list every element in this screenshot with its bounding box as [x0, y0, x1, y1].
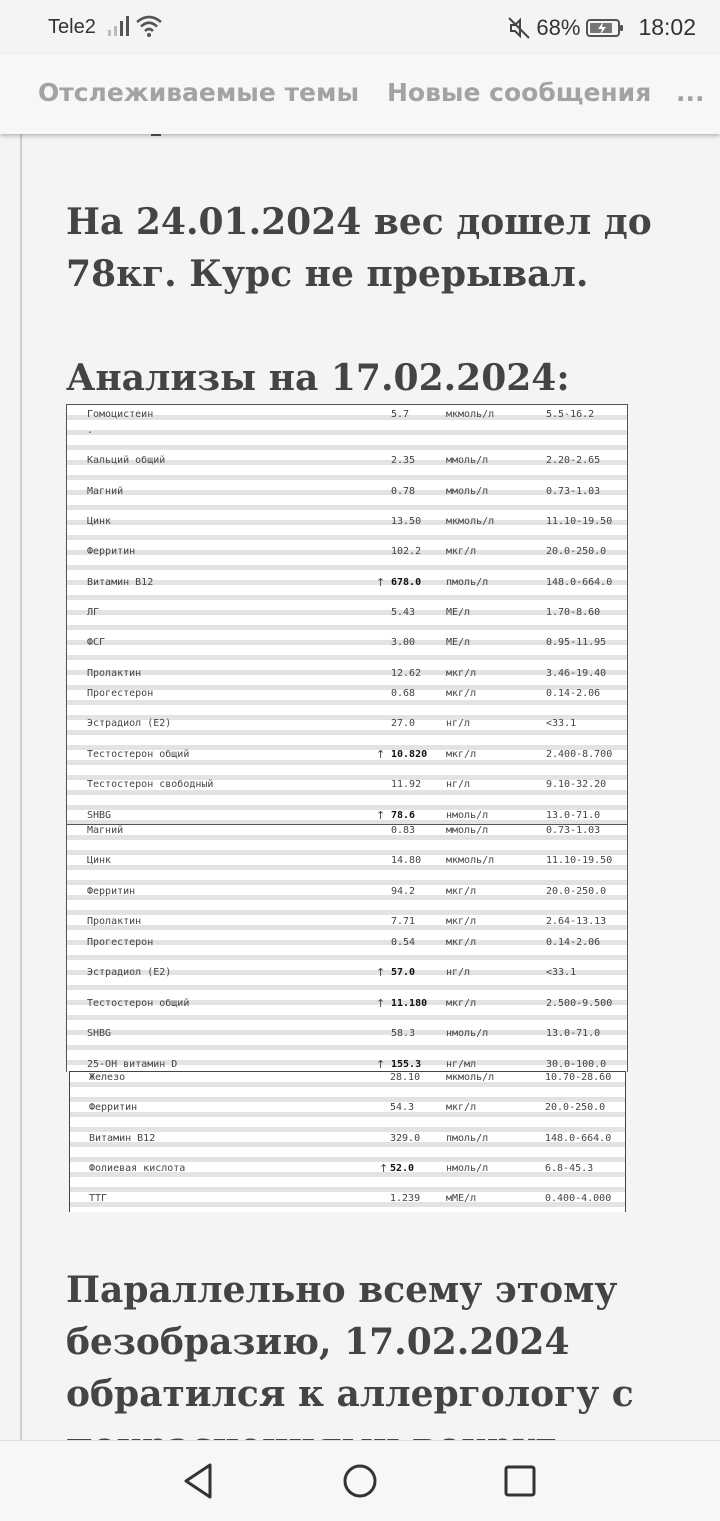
lab-reference-range: 0.95-11.95: [546, 637, 607, 648]
lab-results-image-1[interactable]: [66, 404, 628, 825]
lab-value: 3.00: [391, 637, 416, 648]
lab-row: [70, 1163, 625, 1175]
lab-unit: нмоль/л: [446, 1028, 489, 1039]
lab-unit: пмоль/л: [446, 1133, 489, 1144]
lab-test-name: Кальций общий: [87, 455, 166, 466]
lab-unit: мкмоль/л: [446, 516, 495, 527]
lab-value: 5.7: [391, 409, 410, 420]
lab-test-name: Гомоцистеин: [87, 409, 154, 420]
lab-test-name: ТТГ: [89, 1193, 108, 1204]
lab-row: [70, 1102, 625, 1114]
lab-value: 329.0: [390, 1133, 421, 1144]
lab-unit: мкг/л: [446, 688, 477, 699]
quote-rule: [20, 134, 22, 1440]
lab-reference-range: 0.73-1.03: [546, 486, 601, 497]
lab-results-image-2[interactable]: [66, 824, 628, 1072]
lab-value: 0.78: [391, 486, 416, 497]
lab-unit: нмоль/л: [446, 1163, 489, 1174]
lab-unit: мкмоль/л: [446, 409, 495, 420]
lab-reference-range: 13.0-71.0: [546, 1028, 601, 1039]
lab-row: [70, 1072, 625, 1084]
lab-test-name: Фолиевая кислота: [89, 1163, 186, 1174]
lab-value: 5.43: [391, 607, 416, 618]
lab-row: [67, 998, 627, 1010]
lab-unit: нг/л: [446, 967, 471, 978]
lab-test-name: Пролактин: [87, 916, 142, 927]
lab-row: [67, 1028, 627, 1040]
lab-test-name: Прогестерон: [87, 688, 154, 699]
lab-row: [67, 486, 627, 498]
lab-reference-range: 2.20-2.65: [546, 455, 601, 466]
lab-value: 52.0: [390, 1163, 415, 1174]
lab-value: 28.10: [390, 1072, 421, 1083]
lab-test-name: Тестостерон общий: [87, 998, 190, 1009]
lab-row: [67, 425, 627, 437]
lab-reference-range: 13.0-71.0: [546, 810, 601, 821]
lab-flag-arrow: ↑: [376, 748, 386, 761]
lab-value: 27.0: [391, 718, 416, 729]
lab-value: 155.3: [391, 1059, 422, 1070]
battery-percent: 68%: [536, 14, 581, 40]
lab-flag-arrow: ↑: [376, 966, 386, 979]
lab-flag-arrow: ↑: [379, 1162, 389, 1175]
nav-watched-threads[interactable]: Отслеживаемые темы: [38, 78, 360, 107]
lab-row: [67, 825, 627, 837]
lab-row: [67, 855, 627, 867]
lab-reference-range: 6.8-45.3: [545, 1163, 594, 1174]
lab-reference-range: 20.0-250.0: [545, 1102, 606, 1113]
post-content: [0, 134, 720, 1440]
lab-value: 0.54: [391, 937, 416, 948]
lab-reference-range: 3.46-19.40: [546, 668, 607, 679]
mute-icon: [508, 16, 530, 40]
lab-test-name: Цинк: [87, 855, 112, 866]
lab-row: [67, 668, 627, 680]
lab-unit: ммоль/л: [446, 455, 489, 466]
wifi-icon: [136, 14, 162, 38]
lab-reference-range: 20.0-250.0: [546, 546, 607, 557]
lab-test-name: Ферритин: [89, 1102, 138, 1113]
lab-test-name: ЛГ: [87, 607, 100, 618]
lab-reference-range: 11.10-19.50: [546, 516, 613, 527]
lab-unit: мкг/л: [446, 546, 477, 557]
forum-nav: [0, 54, 720, 134]
lab-results-image-3[interactable]: [69, 1071, 626, 1212]
lab-reference-range: 20.0-250.0: [546, 886, 607, 897]
lab-unit: мкмоль/л: [446, 1072, 495, 1083]
lab-reference-range: 10.70-28.60: [545, 1072, 612, 1083]
nav-new-posts[interactable]: Новые сообщения: [387, 78, 652, 107]
lab-flag-arrow: ↑: [376, 997, 386, 1010]
lab-row: [67, 546, 627, 558]
lab-value: 57.0: [391, 967, 416, 978]
lab-row: [67, 409, 627, 421]
lab-unit: пмоль/л: [446, 577, 489, 588]
lab-row: [70, 1133, 625, 1145]
lab-value: 0.68: [391, 688, 416, 699]
lab-value: 7.71: [391, 916, 416, 927]
lab-reference-range: 2.64-13.13: [546, 916, 607, 927]
lab-test-name: Ферритин: [87, 886, 136, 897]
lab-unit: мкг/л: [446, 916, 477, 927]
lab-test-name: 25-OH витамин D: [87, 1059, 178, 1070]
lab-flag-arrow: ↑: [376, 809, 386, 822]
lab-unit: МЕ/л: [446, 637, 471, 648]
lab-reference-range: 9.10-32.20: [546, 779, 607, 790]
lab-row: [67, 749, 627, 761]
status-bar: [0, 0, 720, 54]
lab-reference-range: 30.0-100.0: [546, 1059, 607, 1070]
lab-test-name: Магний: [87, 486, 124, 497]
lab-value: 12.62: [391, 668, 422, 679]
lab-value: 2.35: [391, 455, 416, 466]
lab-unit: нмоль/л: [446, 810, 489, 821]
lab-test-name: ФСГ: [87, 637, 106, 648]
lab-row: [67, 688, 627, 700]
lab-reference-range: 5.5-16.2: [546, 409, 595, 420]
lab-unit: мкг/л: [446, 668, 477, 679]
lab-reference-range: 0.73-1.03: [546, 825, 601, 836]
lab-row: [67, 1059, 627, 1071]
lab-row: [67, 516, 627, 528]
lab-value: 13.50: [391, 516, 422, 527]
nav-more-button[interactable]: ...: [676, 78, 705, 107]
lab-reference-range: 148.0-664.0: [545, 1133, 612, 1144]
lab-unit: МЕ/л: [446, 607, 471, 618]
lab-reference-range: 0.14-2.06: [546, 937, 601, 948]
system-nav-bar: [0, 1440, 720, 1521]
lab-test-name: Витамин B12: [87, 577, 154, 588]
lab-test-name: Витамин B12: [89, 1133, 156, 1144]
lab-row: [70, 1193, 625, 1205]
lab-value: 14.80: [391, 855, 422, 866]
lab-unit: мкг/л: [446, 1102, 477, 1113]
clock: 18:02: [638, 14, 696, 40]
lab-test-name: Тестостерон общий: [87, 749, 190, 760]
lab-row: [67, 810, 627, 822]
lab-reference-range: 0.14-2.06: [546, 688, 601, 699]
lab-test-name: Эстрадиол (E2): [87, 718, 172, 729]
underscore-mark: [151, 134, 161, 136]
lab-test-name: Магний: [87, 825, 124, 836]
lab-reference-range: 1.70-8.60: [546, 607, 601, 618]
lab-test-name: Прогестерон: [87, 937, 154, 948]
lab-reference-range: 0.400-4.000: [545, 1193, 612, 1204]
lab-reference-range: 2.500-9.500: [546, 998, 613, 1009]
lab-test-name: Цинк: [87, 516, 112, 527]
lab-unit: мМЕ/л: [446, 1193, 477, 1204]
lab-test-name: .: [87, 425, 94, 436]
lab-row: [67, 455, 627, 467]
lab-value: 1.239: [390, 1193, 421, 1204]
lab-unit: нг/мл: [446, 1059, 477, 1070]
lab-row: [67, 937, 627, 949]
back-icon[interactable]: [178, 1459, 222, 1503]
lab-reference-range: <33.1: [546, 718, 577, 729]
lab-row: [67, 718, 627, 730]
lab-row: [67, 967, 627, 979]
battery-icon: [586, 18, 624, 38]
lab-value: 11.92: [391, 779, 422, 790]
lab-reference-range: 148.0-664.0: [546, 577, 613, 588]
lab-flag-arrow: ↑: [376, 1058, 386, 1071]
lab-value: 10.820: [391, 749, 428, 760]
signal-icon: [106, 14, 130, 38]
lab-unit: мкмоль/л: [446, 855, 495, 866]
lab-row: [67, 886, 627, 898]
lab-value: 102.2: [391, 546, 422, 557]
lab-row: [67, 916, 627, 928]
lab-test-name: Железо: [89, 1072, 126, 1083]
post-paragraph-3: Параллельно всему этому безобразию, 17.02.2024 обратился к аллергологу с: [66, 1269, 634, 1415]
lab-test-name: Эстрадиол (E2): [87, 967, 172, 978]
lab-value: 54.3: [390, 1102, 415, 1113]
lab-unit: мкг/л: [446, 937, 477, 948]
recent-apps-icon[interactable]: [498, 1459, 542, 1503]
lab-value: 11.180: [391, 998, 428, 1009]
lab-test-name: Ферритин: [87, 546, 136, 557]
lab-unit: мкг/л: [446, 886, 477, 897]
lab-unit: нг/л: [446, 718, 471, 729]
lab-test-name: Пролактин: [87, 668, 142, 679]
carrier-name: Tele2: [48, 16, 96, 38]
lab-value: 0.83: [391, 825, 416, 836]
lab-row: [67, 779, 627, 791]
lab-unit: ммоль/л: [446, 486, 489, 497]
lab-unit: мкг/л: [446, 749, 477, 760]
lab-row: [67, 607, 627, 619]
lab-reference-range: 2.400-8.700: [546, 749, 613, 760]
post-paragraph-1: На 24.01.2024 вес дошел до 78кг. Курс не прерывал.: [66, 201, 652, 295]
lab-value: 678.0: [391, 577, 422, 588]
lab-row: [67, 577, 627, 589]
lab-unit: ммоль/л: [446, 825, 489, 836]
lab-value: 58.3: [391, 1028, 416, 1039]
home-icon[interactable]: [338, 1459, 382, 1503]
lab-row: [67, 637, 627, 649]
lab-reference-range: 11.10-19.50: [546, 855, 613, 866]
lab-value: 78.6: [391, 810, 416, 821]
lab-test-name: SHBG: [87, 810, 112, 821]
lab-flag-arrow: ↑: [376, 576, 386, 589]
lab-test-name: SHBG: [87, 1028, 112, 1039]
lab-test-name: Тестостерон свободный: [87, 779, 214, 790]
lab-reference-range: <33.1: [546, 967, 577, 978]
lab-unit: мкг/л: [446, 998, 477, 1009]
post-paragraph-2: Анализы на 17.02.2024:: [66, 357, 570, 399]
lab-value: 94.2: [391, 886, 416, 897]
lab-unit: нг/л: [446, 779, 471, 790]
